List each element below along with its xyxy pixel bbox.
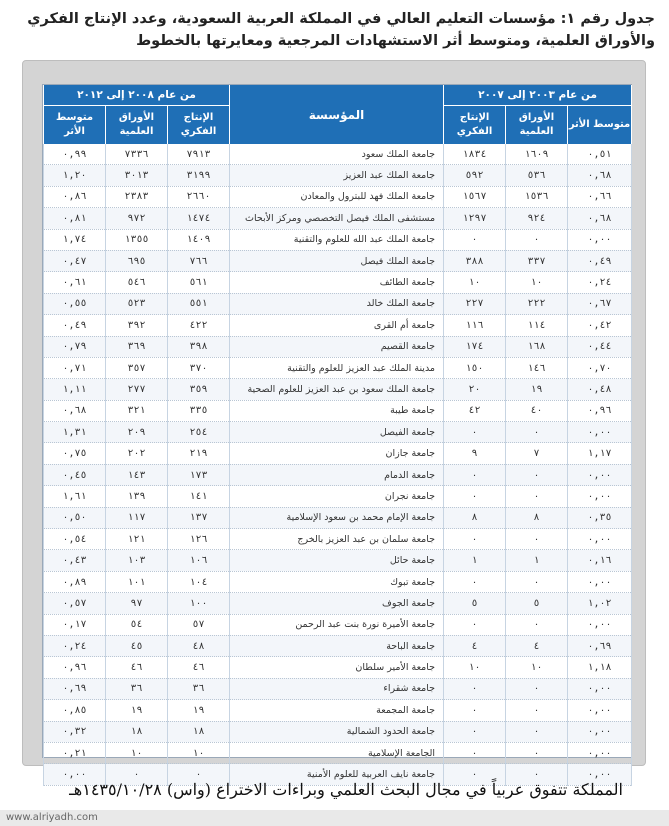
cell-a-imp: ١,١١ — [44, 379, 106, 400]
cell-a-out: ٥٥١ — [168, 293, 230, 314]
data-table-container — [42, 84, 632, 781]
table-body — [44, 144, 632, 785]
institution-name: جامعة الملك خالد — [230, 293, 444, 314]
cell-b-pap: ٠ — [506, 486, 568, 507]
cell-b-out: ١٨٣٤ — [444, 144, 506, 165]
cell-b-pap: ٠ — [506, 742, 568, 763]
cell-b-out: ٠ — [444, 764, 506, 785]
table-row — [44, 550, 632, 571]
cell-b-pap: ١ — [506, 550, 568, 571]
cell-b-pap: ٥ — [506, 593, 568, 614]
cell-b-pap: ٠ — [506, 678, 568, 699]
cell-a-imp: ١,٢٠ — [44, 165, 106, 186]
cell-a-imp: ١,٦١ — [44, 486, 106, 507]
cell-b-pap: ١٦٠٩ — [506, 144, 568, 165]
table-row — [44, 678, 632, 699]
cell-a-imp: ٠,٩٦ — [44, 657, 106, 678]
cell-b-imp: ٠,٠٠ — [568, 721, 632, 742]
cell-a-out: ١٤١ — [168, 486, 230, 507]
table-row — [44, 700, 632, 721]
cell-b-pap: ٥٣٦ — [506, 165, 568, 186]
cell-b-imp: ٠,٤٩ — [568, 250, 632, 271]
institution-name: جامعة الحدود الشمالية — [230, 721, 444, 742]
institution-name: جامعة الجوف — [230, 593, 444, 614]
cell-a-imp: ٠,٥٤ — [44, 529, 106, 550]
cell-b-imp: ٠,٠٠ — [568, 486, 632, 507]
institution-name: جامعة القصيم — [230, 336, 444, 357]
institution-name: جامعة الباحة — [230, 635, 444, 656]
institution-name: جامعة الدمام — [230, 464, 444, 485]
cell-b-out: ٣٨٨ — [444, 250, 506, 271]
cell-b-out: ٠ — [444, 742, 506, 763]
cell-b-out: ١٢٩٧ — [444, 208, 506, 229]
cell-b-imp: ٠,٠٠ — [568, 764, 632, 785]
cell-b-pap: ٧ — [506, 443, 568, 464]
table-row — [44, 293, 632, 314]
cell-a-out: ٢٦٦٠ — [168, 186, 230, 207]
cell-a-pap: ٥٤ — [106, 614, 168, 635]
cell-a-out: ٣٩٨ — [168, 336, 230, 357]
cell-b-imp: ٠,٠٠ — [568, 529, 632, 550]
cell-a-out: ٣١٩٩ — [168, 165, 230, 186]
col-papers-2008: الأوراق العلمية — [106, 106, 168, 145]
institution-name: جامعة نجران — [230, 486, 444, 507]
cell-a-imp: ٠,٠٠ — [44, 764, 106, 785]
cell-b-out: ٠ — [444, 721, 506, 742]
cell-b-out: ٢٢٧ — [444, 293, 506, 314]
cell-b-pap: ٤ — [506, 635, 568, 656]
table-row — [44, 208, 632, 229]
institution-name: جامعة الملك عبد الله للعلوم والتقنية — [230, 229, 444, 250]
table-row — [44, 464, 632, 485]
institution-name: جامعة الطائف — [230, 272, 444, 293]
cell-b-pap: ٠ — [506, 764, 568, 785]
cell-b-imp: ٠,٦٩ — [568, 635, 632, 656]
cell-b-imp: ٠,٦٦ — [568, 186, 632, 207]
cell-a-out: ٧٩١٣ — [168, 144, 230, 165]
cell-a-pap: ١٠٣ — [106, 550, 168, 571]
table-row — [44, 443, 632, 464]
cell-a-out: ٣٣٥ — [168, 400, 230, 421]
col-output-2008: الإنتاج الفكري — [168, 106, 230, 145]
cell-a-out: ١٢٦ — [168, 529, 230, 550]
cell-b-out: ١٥٠ — [444, 357, 506, 378]
cell-b-pap: ٠ — [506, 464, 568, 485]
cell-b-out: ٥ — [444, 593, 506, 614]
institution-name: جامعة الفيصل — [230, 422, 444, 443]
cell-b-imp: ٠,٠٠ — [568, 700, 632, 721]
cell-a-imp: ٠,٧١ — [44, 357, 106, 378]
data-table — [43, 85, 632, 786]
table-row — [44, 486, 632, 507]
cell-a-out: ١٩ — [168, 700, 230, 721]
cell-b-out: ٠ — [444, 529, 506, 550]
table-row — [44, 165, 632, 186]
cell-a-pap: ٤٥ — [106, 635, 168, 656]
cell-b-pap: ٩٢٤ — [506, 208, 568, 229]
cell-b-out: ٤٢ — [444, 400, 506, 421]
institution-name: جامعة الإمام محمد بن سعود الإسلامية — [230, 507, 444, 528]
cell-b-pap: ٨ — [506, 507, 568, 528]
col-impact-2003: متوسط الأثر — [568, 106, 632, 145]
cell-a-imp: ٠,٥٠ — [44, 507, 106, 528]
table-row — [44, 250, 632, 271]
table-row — [44, 657, 632, 678]
header — [0, 0, 669, 60]
cell-b-out: ١ — [444, 550, 506, 571]
cell-b-imp: ٠,٤٨ — [568, 379, 632, 400]
cell-b-out: ٤ — [444, 635, 506, 656]
cell-a-pap: ٢٠٩ — [106, 422, 168, 443]
cell-b-pap: ٠ — [506, 422, 568, 443]
cell-a-imp: ٠,٨١ — [44, 208, 106, 229]
cell-a-pap: ٩٧ — [106, 593, 168, 614]
institution-name: جامعة حائل — [230, 550, 444, 571]
cell-b-imp: ٠,٠٠ — [568, 464, 632, 485]
cell-a-pap: ٢٣٨٣ — [106, 186, 168, 207]
cell-a-pap: ١٣٥٥ — [106, 229, 168, 250]
cell-b-pap: ١٦٨ — [506, 336, 568, 357]
cell-b-pap: ١٠ — [506, 657, 568, 678]
footer-bar — [0, 810, 669, 826]
cell-b-imp: ٠,٢٤ — [568, 272, 632, 293]
table-row — [44, 614, 632, 635]
cell-b-imp: ٠,١٦ — [568, 550, 632, 571]
cell-b-out: ٠ — [444, 571, 506, 592]
cell-a-imp: ٠,٤٣ — [44, 550, 106, 571]
cell-b-out: ٩ — [444, 443, 506, 464]
cell-b-out: ٠ — [444, 464, 506, 485]
period-2008-header: من عام ٢٠٠٨ إلى ٢٠١٢ — [44, 85, 230, 106]
institution-header: المؤسسة — [230, 85, 444, 144]
cell-a-pap: ١٨ — [106, 721, 168, 742]
cell-a-out: ٢١٩ — [168, 443, 230, 464]
cell-a-imp: ٠,٦١ — [44, 272, 106, 293]
cell-b-pap: ١٩ — [506, 379, 568, 400]
table-row — [44, 571, 632, 592]
cell-b-pap: ٠ — [506, 529, 568, 550]
institution-name: جامعة الملك فيصل — [230, 250, 444, 271]
cell-b-out: ١٠ — [444, 657, 506, 678]
table-row — [44, 229, 632, 250]
cell-b-imp: ٠,٧٠ — [568, 357, 632, 378]
table-row — [44, 400, 632, 421]
institution-name: جامعة الملك عبد العزيز — [230, 165, 444, 186]
cell-b-imp: ٠,٠٠ — [568, 678, 632, 699]
cell-a-out: ٠ — [168, 764, 230, 785]
cell-a-out: ١٠ — [168, 742, 230, 763]
cell-a-imp: ٠,٢٤ — [44, 635, 106, 656]
cell-a-imp: ٠,٤٥ — [44, 464, 106, 485]
cell-a-pap: ٥٤٦ — [106, 272, 168, 293]
site-url: www.alriyadh.com — [6, 812, 98, 823]
cell-a-pap: ٠ — [106, 764, 168, 785]
cell-b-out: ١٥٦٧ — [444, 186, 506, 207]
table-row — [44, 144, 632, 165]
cell-a-imp: ٠,٦٩ — [44, 678, 106, 699]
cell-b-out: ٨ — [444, 507, 506, 528]
caption: المملكة تتفوق عربياً في مجال البحث العلمي وبراءات الاختراع (واس) ١٤٣٥/١٠/٢٨هـ — [69, 780, 623, 799]
table-row — [44, 379, 632, 400]
cell-a-pap: ١٠ — [106, 742, 168, 763]
cell-a-pap: ٣٠١٣ — [106, 165, 168, 186]
cell-a-out: ١٠٦ — [168, 550, 230, 571]
cell-b-pap: ١٠ — [506, 272, 568, 293]
cell-b-imp: ٠,٦٨ — [568, 165, 632, 186]
cell-a-out: ١٤٧٤ — [168, 208, 230, 229]
institution-name: جامعة طيبة — [230, 400, 444, 421]
cell-b-out: ٠ — [444, 486, 506, 507]
cell-a-pap: ٢٧٧ — [106, 379, 168, 400]
cell-a-pap: ٥٢٣ — [106, 293, 168, 314]
cell-a-pap: ٧٣٣٦ — [106, 144, 168, 165]
cell-a-out: ١٤٠٩ — [168, 229, 230, 250]
cell-a-pap: ١١٧ — [106, 507, 168, 528]
institution-name: جامعة جازان — [230, 443, 444, 464]
institution-name: جامعة الأمير سلطان — [230, 657, 444, 678]
cell-b-imp: ٠,٦٧ — [568, 293, 632, 314]
table-row — [44, 507, 632, 528]
cell-a-imp: ٠,٧٥ — [44, 443, 106, 464]
cell-b-out: ١١٦ — [444, 315, 506, 336]
cell-a-out: ٣٥٩ — [168, 379, 230, 400]
cell-a-pap: ١٩ — [106, 700, 168, 721]
cell-a-out: ١٠٠ — [168, 593, 230, 614]
cell-a-pap: ٩٧٢ — [106, 208, 168, 229]
cell-a-pap: ٤٦ — [106, 657, 168, 678]
cell-a-pap: ٣٦ — [106, 678, 168, 699]
cell-a-out: ١٣٧ — [168, 507, 230, 528]
cell-b-out: ١٠ — [444, 272, 506, 293]
cell-a-pap: ٣٦٩ — [106, 336, 168, 357]
cell-a-imp: ٠,٤٧ — [44, 250, 106, 271]
table-row — [44, 315, 632, 336]
cell-a-imp: ١,٣١ — [44, 422, 106, 443]
institution-name: جامعة الملك سعود بن عبد العزيز للعلوم الصحية — [230, 379, 444, 400]
cell-a-out: ١٧٣ — [168, 464, 230, 485]
cell-b-pap: ١٤٦ — [506, 357, 568, 378]
cell-b-out: ١٧٤ — [444, 336, 506, 357]
cell-a-out: ١٠٤ — [168, 571, 230, 592]
cell-b-out: ٠ — [444, 614, 506, 635]
cell-b-pap: ٣٣٧ — [506, 250, 568, 271]
institution-name: جامعة تبوك — [230, 571, 444, 592]
cell-a-imp: ٠,٩٩ — [44, 144, 106, 165]
cell-a-imp: ٠,٥٧ — [44, 593, 106, 614]
col-papers-2003: الأوراق العلمية — [506, 106, 568, 145]
cell-a-out: ٢٥٤ — [168, 422, 230, 443]
cell-a-imp: ٠,٧٩ — [44, 336, 106, 357]
cell-a-imp: ٠,٢١ — [44, 742, 106, 763]
cell-a-out: ٤٦ — [168, 657, 230, 678]
cell-b-imp: ٠,٣٥ — [568, 507, 632, 528]
cell-a-imp: ٠,٤٩ — [44, 315, 106, 336]
cell-a-imp: ٠,٥٥ — [44, 293, 106, 314]
table-row — [44, 357, 632, 378]
table-row — [44, 635, 632, 656]
cell-a-out: ٤٨ — [168, 635, 230, 656]
table-row — [44, 186, 632, 207]
institution-name: جامعة المجمعة — [230, 700, 444, 721]
cell-b-pap: ٠ — [506, 571, 568, 592]
cell-b-imp: ٠,٥١ — [568, 144, 632, 165]
cell-b-imp: ١,١٨ — [568, 657, 632, 678]
cell-a-out: ١٨ — [168, 721, 230, 742]
table-row — [44, 272, 632, 293]
cell-b-imp: ١,٠٢ — [568, 593, 632, 614]
institution-name: مستشفى الملك فيصل التخصصي ومركز الأبحاث — [230, 208, 444, 229]
cell-a-pap: ٣٥٧ — [106, 357, 168, 378]
period-2003-header: من عام ٢٠٠٣ إلى ٢٠٠٧ — [444, 85, 632, 106]
cell-b-out: ٠ — [444, 229, 506, 250]
institution-name: جامعة الملك سعود — [230, 144, 444, 165]
cell-a-pap: ٦٩٥ — [106, 250, 168, 271]
cell-b-imp: ٠,٠٠ — [568, 229, 632, 250]
cell-a-out: ٧٦٦ — [168, 250, 230, 271]
cell-a-pap: ٢٠٢ — [106, 443, 168, 464]
cell-a-imp: ١,٧٤ — [44, 229, 106, 250]
cell-a-imp: ٠,٨٥ — [44, 700, 106, 721]
cell-a-out: ٥٧ — [168, 614, 230, 635]
cell-b-pap: ٠ — [506, 721, 568, 742]
cell-a-out: ٣٦ — [168, 678, 230, 699]
col-output-2003: الإنتاج الفكري — [444, 106, 506, 145]
institution-name: جامعة شقراء — [230, 678, 444, 699]
cell-b-imp: ٠,٤٢ — [568, 315, 632, 336]
cell-b-imp: ٠,٠٠ — [568, 614, 632, 635]
cell-b-out: ٠ — [444, 700, 506, 721]
table-row — [44, 529, 632, 550]
institution-name: مدينة الملك عبد العزيز للعلوم والتقنية — [230, 357, 444, 378]
cell-b-pap: ١٥٣٦ — [506, 186, 568, 207]
cell-a-out: ٤٢٢ — [168, 315, 230, 336]
cell-a-pap: ١٢١ — [106, 529, 168, 550]
cell-b-imp: ٠,٠٠ — [568, 742, 632, 763]
cell-a-pap: ١٤٣ — [106, 464, 168, 485]
cell-b-out: ٠ — [444, 678, 506, 699]
cell-b-out: ٢٠ — [444, 379, 506, 400]
institution-name: جامعة سلمان بن عبد العزيز بالخرج — [230, 529, 444, 550]
cell-b-pap: ٠ — [506, 614, 568, 635]
cell-a-imp: ٠,٨٩ — [44, 571, 106, 592]
institution-name: الجامعة الإسلامية — [230, 742, 444, 763]
cell-a-pap: ٣٩٢ — [106, 315, 168, 336]
cell-b-imp: ١,١٧ — [568, 443, 632, 464]
cell-b-imp: ٠,٩٦ — [568, 400, 632, 421]
cell-b-out: ٠ — [444, 422, 506, 443]
col-impact-2008: متوسط الأثر — [44, 106, 106, 145]
table-title: جدول رقم ١: مؤسسات التعليم العالي في المملكة العربية السعودية، وعدد الإنتاج الفكري والأوراق العلمية، ومتوسط أثر الاستشهادات المرجعية ومعايرتها بالخطوط — [27, 11, 655, 49]
cell-b-pap: ٢٢٢ — [506, 293, 568, 314]
institution-name: جامعة نايف العربية للعلوم الأمنية — [230, 764, 444, 785]
cell-b-imp: ٠,٠٠ — [568, 422, 632, 443]
cell-b-pap: ٤٠ — [506, 400, 568, 421]
cell-b-pap: ٠ — [506, 229, 568, 250]
cell-b-imp: ٠,٦٨ — [568, 208, 632, 229]
cell-b-imp: ٠,٤٤ — [568, 336, 632, 357]
cell-a-pap: ٣٢١ — [106, 400, 168, 421]
cell-a-imp: ٠,٣٢ — [44, 721, 106, 742]
cell-a-imp: ٠,٨٦ — [44, 186, 106, 207]
cell-a-imp: ٠,٦٨ — [44, 400, 106, 421]
table-row — [44, 336, 632, 357]
institution-name: جامعة الملك فهد للبترول والمعادن — [230, 186, 444, 207]
institution-name: جامعة أم القرى — [230, 315, 444, 336]
cell-b-imp: ٠,٠٠ — [568, 571, 632, 592]
table-row — [44, 422, 632, 443]
cell-a-out: ٥٦١ — [168, 272, 230, 293]
table-row — [44, 593, 632, 614]
cell-b-pap: ٠ — [506, 700, 568, 721]
institution-name: جامعة الأميرة نورة بنت عبد الرحمن — [230, 614, 444, 635]
cell-b-out: ٥٩٢ — [444, 165, 506, 186]
table-row — [44, 742, 632, 763]
cell-a-pap: ١٠١ — [106, 571, 168, 592]
cell-a-pap: ١٣٩ — [106, 486, 168, 507]
table-row — [44, 721, 632, 742]
cell-b-pap: ١١٤ — [506, 315, 568, 336]
cell-a-out: ٣٧٠ — [168, 357, 230, 378]
cell-a-imp: ٠,١٧ — [44, 614, 106, 635]
